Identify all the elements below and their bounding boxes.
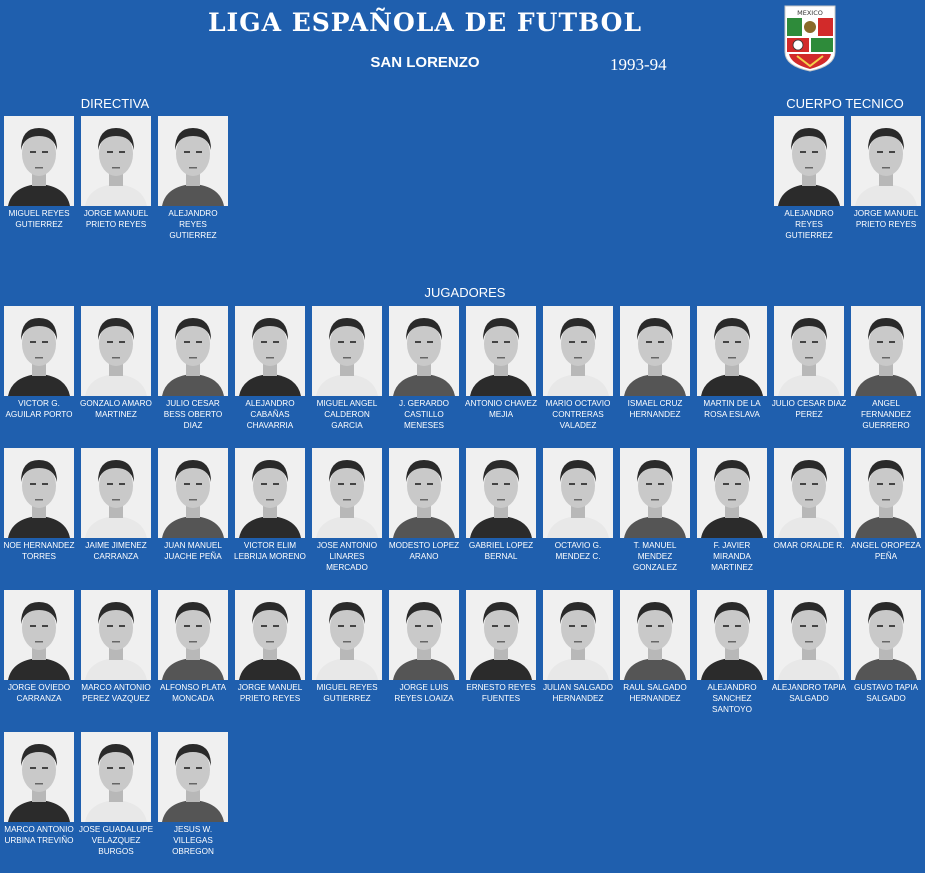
- section-cuerpo-tecnico: CUERPO TECNICO: [786, 96, 904, 111]
- person-card: [3, 448, 75, 562]
- person-name: MARCO ANTONIO URBINA TREVIÑO: [4, 825, 74, 845]
- portrait-photo-icon: [774, 590, 844, 680]
- portrait-photo-icon: [851, 448, 921, 538]
- person-name: ALEJANDRO TAPIA SALGADO: [771, 683, 847, 703]
- portrait-photo-icon: [389, 448, 459, 538]
- person-name: F. JAVIER MIRANDA MARTINEZ: [711, 541, 753, 572]
- person-name: MIGUEL ANGEL CALDERON GARCIA: [316, 399, 378, 430]
- person-name: JOSE GUADALUPE VELAZQUEZ BURGOS: [78, 825, 154, 856]
- portrait-photo-icon: [4, 448, 74, 538]
- portrait-photo-icon: [235, 306, 305, 396]
- person-name: RAUL SALGADO HERNANDEZ: [623, 683, 687, 703]
- person-card: [80, 306, 152, 420]
- section-directiva: DIRECTIVA: [80, 96, 150, 111]
- person-card: [234, 306, 306, 431]
- portrait-photo-icon: [158, 590, 228, 680]
- person-name: ERNESTO REYES FUENTES: [466, 683, 536, 703]
- person-card: [619, 448, 691, 573]
- person-card: [773, 116, 845, 241]
- person-card: [157, 590, 229, 704]
- portrait-photo-icon: [851, 590, 921, 680]
- person-card: [234, 590, 306, 704]
- portrait-photo-icon: [466, 306, 536, 396]
- person-card: [542, 590, 614, 704]
- person-name: JESUS W. VILLEGAS OBREGON: [172, 825, 214, 856]
- portrait-photo-icon: [389, 306, 459, 396]
- person-card: [773, 306, 845, 420]
- crest-text: MEXICO: [797, 9, 823, 17]
- person-card: [696, 448, 768, 573]
- portrait-photo-icon: [774, 448, 844, 538]
- portrait-photo-icon: [158, 116, 228, 206]
- portrait-photo-icon: [81, 116, 151, 206]
- person-name: ALEJANDRO SANCHEZ SANTOYO: [707, 683, 757, 714]
- person-name: MODESTO LOPEZ ARANO: [388, 541, 460, 561]
- person-name: ALFONSO PLATA MONCADA: [159, 683, 227, 703]
- person-name: GONZALO AMARO MARTINEZ: [80, 399, 152, 419]
- person-name: NOE HERNANDEZ TORRES: [3, 541, 75, 561]
- person-card: [157, 116, 229, 241]
- person-card: [157, 448, 229, 562]
- person-name: T. MANUEL MENDEZ GONZALEZ: [632, 541, 678, 572]
- portrait-photo-icon: [620, 306, 690, 396]
- person-name: OCTAVIO G. MENDEZ C.: [554, 541, 602, 561]
- person-name: JORGE MANUEL PRIETO REYES: [83, 209, 149, 229]
- person-card: [3, 590, 75, 704]
- portrait-photo-icon: [81, 306, 151, 396]
- person-card: [80, 732, 152, 857]
- person-name: ALEJANDRO CABAÑAS CHAVARRIA: [245, 399, 295, 430]
- person-card: [696, 590, 768, 715]
- portrait-photo-icon: [697, 448, 767, 538]
- person-name: JAIME JIMENEZ CARRANZA: [85, 541, 147, 561]
- mexico-crest-icon: [783, 4, 837, 72]
- portrait-photo-icon: [4, 590, 74, 680]
- person-card: [80, 590, 152, 704]
- person-name: VICTOR ELIM LEBRIJA MORENO: [234, 541, 306, 561]
- person-card: [850, 590, 922, 704]
- person-name: ANGEL OROPEZA PEÑA: [851, 541, 921, 561]
- portrait-photo-icon: [697, 306, 767, 396]
- person-card: [388, 590, 460, 704]
- portrait-photo-icon: [4, 306, 74, 396]
- person-card: [80, 116, 152, 230]
- portrait-photo-icon: [774, 306, 844, 396]
- person-name: JORGE LUIS REYES LOAIZA: [394, 683, 454, 703]
- person-name: MARIO OCTAVIO CONTRERAS VALADEZ: [545, 399, 611, 430]
- person-card: [850, 116, 922, 230]
- person-card: [157, 732, 229, 857]
- person-card: [388, 306, 460, 431]
- portrait-photo-icon: [235, 448, 305, 538]
- person-card: [773, 590, 845, 704]
- portrait-photo-icon: [312, 306, 382, 396]
- portrait-photo-icon: [697, 590, 767, 680]
- person-name: MIGUEL REYES GUTIERREZ: [316, 683, 378, 703]
- person-card: [234, 448, 306, 562]
- section-jugadores: JUGADORES: [424, 285, 506, 300]
- person-name: ALEJANDRO REYES GUTIERREZ: [168, 209, 218, 240]
- portrait-photo-icon: [466, 590, 536, 680]
- person-card: [773, 448, 845, 551]
- person-name: JORGE MANUEL PRIETO REYES: [853, 209, 919, 229]
- portrait-photo-icon: [851, 306, 921, 396]
- person-card: [311, 448, 383, 573]
- person-name: GUSTAVO TAPIA SALGADO: [854, 683, 918, 703]
- person-name: GABRIEL LOPEZ BERNAL: [468, 541, 534, 561]
- portrait-photo-icon: [81, 732, 151, 822]
- page-title: LIGA ESPAÑOLA DE FUTBOL: [207, 8, 643, 37]
- portrait-photo-icon: [158, 306, 228, 396]
- person-name: MIGUEL REYES GUTIERREZ: [8, 209, 70, 229]
- person-card: [388, 448, 460, 562]
- person-card: [80, 448, 152, 562]
- person-card: [311, 306, 383, 431]
- person-card: [3, 732, 75, 846]
- portrait-photo-icon: [312, 590, 382, 680]
- person-card: [465, 448, 537, 562]
- portrait-photo-icon: [4, 116, 74, 206]
- portrait-photo-icon: [543, 590, 613, 680]
- portrait-photo-icon: [235, 590, 305, 680]
- person-card: [696, 306, 768, 420]
- portrait-photo-icon: [774, 116, 844, 206]
- portrait-photo-icon: [620, 590, 690, 680]
- person-card: [3, 116, 75, 230]
- person-name: OMAR ORALDE R.: [773, 541, 845, 550]
- person-name: MARCO ANTONIO PEREZ VAZQUEZ: [81, 683, 151, 703]
- portrait-photo-icon: [851, 116, 921, 206]
- person-name: JORGE MANUEL PRIETO REYES: [237, 683, 303, 703]
- person-card: [619, 306, 691, 420]
- portrait-photo-icon: [620, 448, 690, 538]
- person-card: [465, 306, 537, 420]
- portrait-photo-icon: [81, 448, 151, 538]
- person-card: [850, 448, 922, 562]
- portrait-photo-icon: [543, 448, 613, 538]
- person-name: J. GERARDO CASTILLO MENESES: [398, 399, 450, 430]
- person-name: JULIO CESAR DIAZ PEREZ: [771, 399, 847, 419]
- portrait-photo-icon: [158, 448, 228, 538]
- person-name: JOSE ANTONIO LINARES MERCADO: [316, 541, 378, 572]
- portrait-photo-icon: [543, 306, 613, 396]
- person-name: JULIO CESAR BESS OBERTO DIAZ: [163, 399, 223, 430]
- person-card: [850, 306, 922, 431]
- person-name: ALEJANDRO REYES GUTIERREZ: [784, 209, 834, 240]
- season-label: 1993-94: [610, 55, 667, 74]
- person-name: ANGEL FERNANDEZ GUERRERO: [860, 399, 912, 430]
- team-name: SAN LORENZO: [370, 54, 480, 71]
- person-card: [157, 306, 229, 431]
- portrait-photo-icon: [4, 732, 74, 822]
- portrait-photo-icon: [158, 732, 228, 822]
- portrait-photo-icon: [312, 448, 382, 538]
- person-name: JORGE OVIEDO CARRANZA: [7, 683, 71, 703]
- person-name: ISMAEL CRUZ HERNANDEZ: [627, 399, 683, 419]
- portrait-photo-icon: [81, 590, 151, 680]
- person-name: JULIAN SALGADO HERNANDEZ: [542, 683, 614, 703]
- person-card: [619, 590, 691, 704]
- person-card: [542, 448, 614, 562]
- person-card: [465, 590, 537, 704]
- person-name: JUAN MANUEL JUACHE PEÑA: [164, 541, 222, 561]
- person-name: ANTONIO CHAVEZ MEJIA: [464, 399, 538, 419]
- portrait-photo-icon: [389, 590, 459, 680]
- person-card: [542, 306, 614, 431]
- person-card: [311, 590, 383, 704]
- person-card: [3, 306, 75, 420]
- portrait-photo-icon: [466, 448, 536, 538]
- person-name: VICTOR G. AGUILAR PORTO: [5, 399, 73, 419]
- person-name: MARTIN DE LA ROSA ESLAVA: [703, 399, 761, 419]
